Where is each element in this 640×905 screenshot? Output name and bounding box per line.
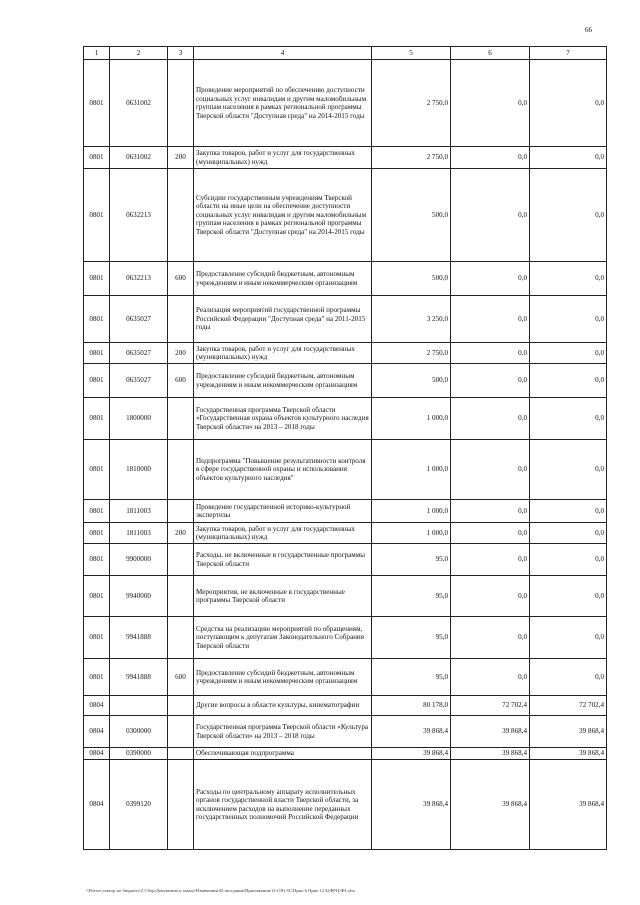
item-name: Подпрограмма "Повышение результативности контроля в сфере государственной охраны и использования объектов культурного наследия"	[194, 440, 372, 500]
section-code: 0801	[84, 343, 110, 364]
target-code: 9940000	[110, 576, 168, 617]
item-name: Предоставление субсидий бюджетным, автономным учреждениям и иным некоммерческим организациям	[194, 364, 372, 398]
table-row	[84, 659, 607, 696]
amount-col6: 0,0	[451, 576, 530, 617]
amount-col6: 0,0	[451, 659, 530, 696]
amount-col6: 39 868,4	[451, 748, 530, 760]
budget-table	[83, 46, 607, 850]
header-cell: 4	[194, 47, 372, 60]
target-code: 1811003	[110, 500, 168, 523]
item-name: Расходы по центральному аппарату исполнительных органов государственной власти Тверской области, за исключением расходов на выполнение переданных государственных полномочий Российской Федерации	[194, 760, 372, 850]
target-code: 9941888	[110, 659, 168, 696]
amount-col6: 72 702,4	[451, 696, 530, 716]
target-code: 0635027	[110, 296, 168, 343]
amount-col5: 2 750,0	[372, 60, 451, 147]
item-name: Закупка товаров, работ и услуг для государственных (муниципальных) нужд	[194, 523, 372, 544]
table-row	[84, 500, 607, 523]
target-code: 0635027	[110, 364, 168, 398]
expense-code: 600	[168, 659, 194, 696]
expense-code: 200	[168, 147, 194, 169]
target-code: 0632213	[110, 169, 168, 262]
amount-col7: 0,0	[530, 617, 607, 659]
target-code: 0632213	[110, 262, 168, 296]
header-cell: 3	[168, 47, 194, 60]
expense-code	[168, 576, 194, 617]
section-code: 0804	[84, 760, 110, 850]
amount-col6: 0,0	[451, 398, 530, 440]
expense-code: 200	[168, 343, 194, 364]
section-code: 0804	[84, 748, 110, 760]
header-row	[84, 47, 607, 60]
target-code: 0635027	[110, 343, 168, 364]
item-name: Расходы, не включенные в государственные программы Тверской области	[194, 544, 372, 576]
amount-col7: 72 702,4	[530, 696, 607, 716]
expense-code	[168, 544, 194, 576]
expense-code	[168, 617, 194, 659]
amount-col6: 0,0	[451, 544, 530, 576]
target-code	[110, 696, 168, 716]
amount-col7: 0,0	[530, 262, 607, 296]
amount-col6: 0,0	[451, 147, 530, 169]
expense-code	[168, 760, 194, 850]
section-code: 0801	[84, 296, 110, 343]
item-name: Проведение государственной историко-культурной экспертизы	[194, 500, 372, 523]
target-code: 9941888	[110, 617, 168, 659]
amount-col5: 2 750,0	[372, 147, 451, 169]
target-code: 1810000	[110, 440, 168, 500]
expense-code: 600	[168, 364, 194, 398]
amount-col5: 95,0	[372, 544, 451, 576]
amount-col5: 2 750,0	[372, 343, 451, 364]
amount-col6: 0,0	[451, 617, 530, 659]
table-row	[84, 696, 607, 716]
expense-code	[168, 500, 194, 523]
amount-col7: 0,0	[530, 576, 607, 617]
amount-col7: 0,0	[530, 544, 607, 576]
item-name: Мероприятия, не включенные в государственные программы Тверской области	[194, 576, 372, 617]
expense-code	[168, 716, 194, 748]
table-row	[84, 296, 607, 343]
table-row	[84, 544, 607, 576]
table-row	[84, 60, 607, 147]
footer-file-path: \\Filesrv\сектор по бюджету\2 Сбор\Документы к заказу\Изменения\43 заседание\Приложения\12-(18)-ЗС\Прил 6 Прил 12 Б(ФРЦ-ФЗ.xlsx	[86, 888, 356, 893]
amount-col7: 0,0	[530, 296, 607, 343]
target-code: 0390000	[110, 748, 168, 760]
section-code: 0801	[84, 398, 110, 440]
amount-col7: 0,0	[530, 364, 607, 398]
section-code: 0801	[84, 169, 110, 262]
table-row	[84, 398, 607, 440]
amount-col5: 500,0	[372, 262, 451, 296]
header-cell: 5	[372, 47, 451, 60]
amount-col5: 95,0	[372, 659, 451, 696]
amount-col6: 0,0	[451, 262, 530, 296]
header-cell: 2	[110, 47, 168, 60]
section-code: 0801	[84, 659, 110, 696]
amount-col6: 0,0	[451, 169, 530, 262]
item-name: Другие вопросы в области культуры, кинематографии	[194, 696, 372, 716]
amount-col7: 0,0	[530, 440, 607, 500]
amount-col6: 0,0	[451, 440, 530, 500]
amount-col5: 39 868,4	[372, 760, 451, 850]
amount-col6: 0,0	[451, 296, 530, 343]
header-cell: 1	[84, 47, 110, 60]
amount-col7: 0,0	[530, 147, 607, 169]
table-row	[84, 523, 607, 544]
amount-col7: 0,0	[530, 60, 607, 147]
amount-col7: 0,0	[530, 398, 607, 440]
table-row	[84, 760, 607, 850]
amount-col6: 0,0	[451, 343, 530, 364]
table-row	[84, 716, 607, 748]
target-code: 0631002	[110, 147, 168, 169]
expense-code: 200	[168, 523, 194, 544]
section-code: 0801	[84, 500, 110, 523]
amount-col7: 39 868,4	[530, 760, 607, 850]
table-row	[84, 364, 607, 398]
table-row	[84, 262, 607, 296]
target-code: 1811003	[110, 523, 168, 544]
page-number: 66	[585, 26, 592, 34]
section-code: 0801	[84, 523, 110, 544]
amount-col6: 0,0	[451, 60, 530, 147]
item-name: Государственная программа Тверской области «Государственная охрана объектов культурного наследия Тверской области» на 2013 – 2018 годы	[194, 398, 372, 440]
table-row	[84, 748, 607, 760]
table-row	[84, 169, 607, 262]
amount-col5: 1 000,0	[372, 500, 451, 523]
header-cell: 7	[530, 47, 607, 60]
expense-code	[168, 748, 194, 760]
table-row	[84, 343, 607, 364]
table-row	[84, 147, 607, 169]
amount-col7: 0,0	[530, 659, 607, 696]
item-name: Закупка товаров, работ и услуг для государственных (муниципальных) нужд	[194, 343, 372, 364]
item-name: Средства на реализацию мероприятий по обращениям, поступающим к депутатам Законодательного Собрания Тверской области	[194, 617, 372, 659]
item-name: Предоставление субсидий бюджетным, автономным учреждениям и иным некоммерческим организациям	[194, 659, 372, 696]
section-code: 0804	[84, 716, 110, 748]
amount-col6: 0,0	[451, 523, 530, 544]
amount-col5: 80 178,0	[372, 696, 451, 716]
amount-col7: 0,0	[530, 500, 607, 523]
target-code: 1800000	[110, 398, 168, 440]
amount-col7: 39 868,4	[530, 716, 607, 748]
amount-col5: 95,0	[372, 617, 451, 659]
amount-col5: 1 000,0	[372, 440, 451, 500]
expense-code	[168, 398, 194, 440]
expense-code	[168, 696, 194, 716]
item-name: Субсидии государственным учреждениям Тверской области на иные цели на обеспечение доступности социальных услуг инвалидам и другим маломобильным группам населения в рамках региональной программы Тверской области "Доступная среда" на 2014-2015 годы	[194, 169, 372, 262]
expense-code	[168, 60, 194, 147]
amount-col7: 0,0	[530, 343, 607, 364]
item-name: Проведение мероприятий по обеспечению доступности социальных услуг инвалидам и другим маломобильным группам населения в рамках региональной программы Тверской области "Доступная среда" на 2014-2015 годы	[194, 60, 372, 147]
amount-col5: 95,0	[372, 576, 451, 617]
target-code: 9900000	[110, 544, 168, 576]
target-code: 0631002	[110, 60, 168, 147]
section-code: 0801	[84, 617, 110, 659]
expense-code	[168, 296, 194, 343]
amount-col7: 39 868,4	[530, 748, 607, 760]
section-code: 0801	[84, 364, 110, 398]
amount-col6: 39 868,4	[451, 716, 530, 748]
amount-col5: 39 868,4	[372, 748, 451, 760]
table-row	[84, 440, 607, 500]
amount-col6: 0,0	[451, 500, 530, 523]
section-code: 0801	[84, 262, 110, 296]
expense-code	[168, 440, 194, 500]
table-row	[84, 576, 607, 617]
amount-col5: 1 000,0	[372, 523, 451, 544]
item-name: Реализация мероприятий государственной программы Российской Федерации "Доступная среда" на 2011-2015 годы	[194, 296, 372, 343]
expense-code	[168, 169, 194, 262]
amount-col6: 39 868,4	[451, 760, 530, 850]
section-code: 0801	[84, 60, 110, 147]
target-code: 0399120	[110, 760, 168, 850]
section-code: 0801	[84, 147, 110, 169]
item-name: Обеспечивающая подпрограмма	[194, 748, 372, 760]
amount-col5: 500,0	[372, 169, 451, 262]
section-code: 0801	[84, 440, 110, 500]
target-code: 0300000	[110, 716, 168, 748]
amount-col5: 3 250,0	[372, 296, 451, 343]
item-name: Закупка товаров, работ и услуг для государственных (муниципальных) нужд	[194, 147, 372, 169]
header-cell: 6	[451, 47, 530, 60]
expense-code: 600	[168, 262, 194, 296]
amount-col5: 1 000,0	[372, 398, 451, 440]
section-code: 0801	[84, 544, 110, 576]
amount-col5: 39 868,4	[372, 716, 451, 748]
amount-col7: 0,0	[530, 523, 607, 544]
section-code: 0801	[84, 576, 110, 617]
amount-col7: 0,0	[530, 169, 607, 262]
amount-col5: 500,0	[372, 364, 451, 398]
item-name: Государственная программа Тверской области «Культура Тверской области» на 2013 – 2018 годы	[194, 716, 372, 748]
amount-col6: 0,0	[451, 364, 530, 398]
table-row	[84, 617, 607, 659]
item-name: Предоставление субсидий бюджетным, автономным учреждениям и иным некоммерческим организациям	[194, 262, 372, 296]
section-code: 0804	[84, 696, 110, 716]
